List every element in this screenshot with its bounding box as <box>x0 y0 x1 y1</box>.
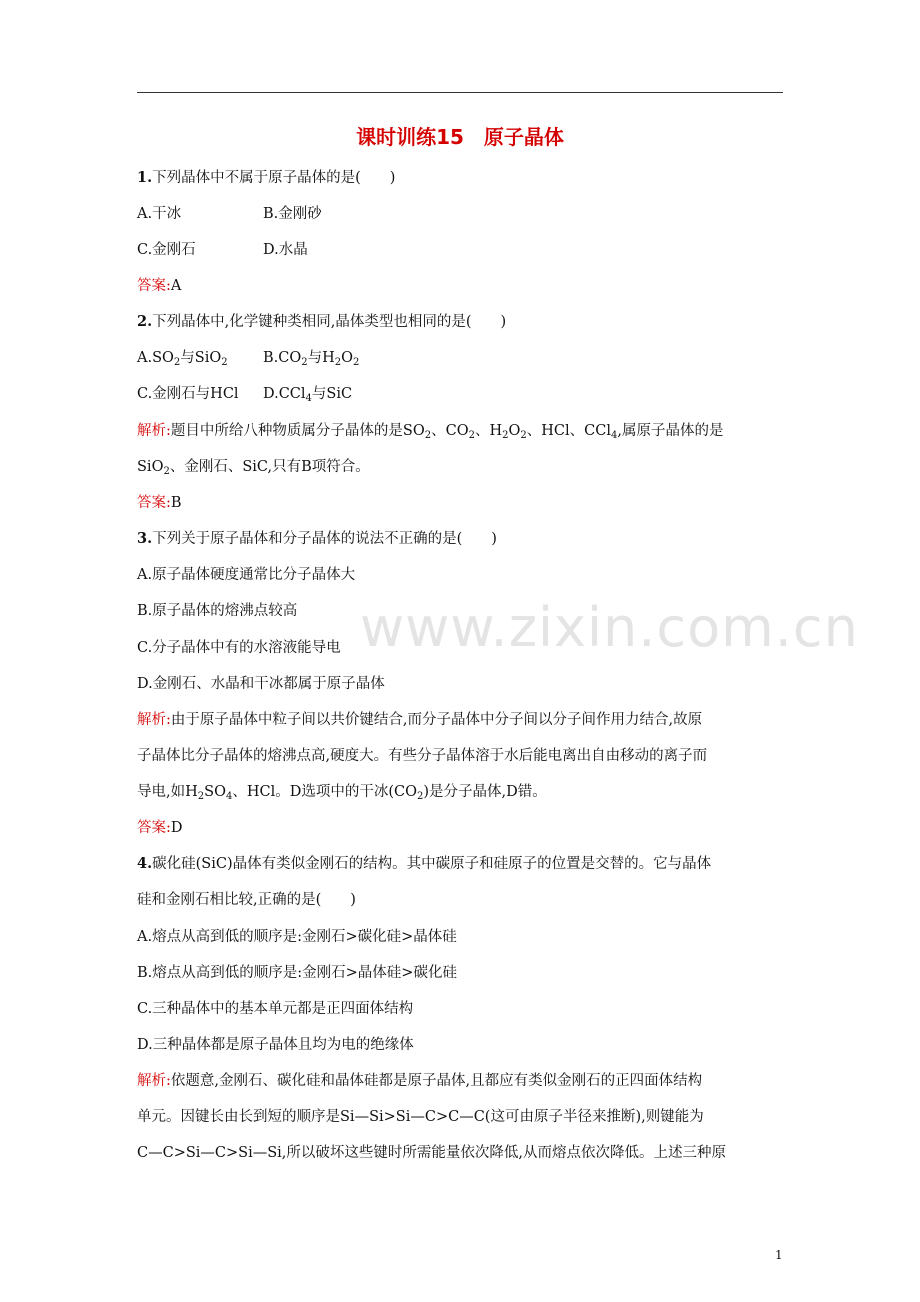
q2-option-a: $A.SO_2$与SiO$_2$ <box>137 350 228 368</box>
q3-stem: 下列关于原子晶体和分子晶体的说法不正确的是( ) <box>152 531 497 547</box>
q2-option-b: $B.CO_2$与$H_2O_2$ <box>263 350 360 368</box>
q1-options-row2 <box>137 240 783 260</box>
q3-analysis-line3: 导电,如$H_2SO_4$、HCl。D选项中的干冰$(CO_2)$是分子晶体,D错。 <box>137 784 547 802</box>
q2-answer: B <box>170 495 182 511</box>
q1-option-a: A.干冰 <box>137 206 182 222</box>
q2-analysis-line1: 解析:题目中所给八种物质属分子晶体的是$SO_2$、$CO_2$、$H_2O_2$、HCl、CCl$_4$,属原子晶体的是 <box>137 423 724 441</box>
header-rule <box>137 92 783 93</box>
q3-analysis-line2: 子晶体比分子晶体的熔沸点高,硬度大。有些分子晶体溶于水后能电离出自由移动的离子而 <box>137 748 708 764</box>
q3-option-b: B.原子晶体的熔沸点较高 <box>137 603 298 619</box>
q2-options-row2 <box>137 384 783 404</box>
q1-number: 1. <box>137 169 153 186</box>
q3-answer: D <box>170 820 183 836</box>
q2-analysis-line2: SiO$_2$、金刚石、SiC,只有B项符合。 <box>137 459 370 477</box>
q3-answer-label: 答案: <box>137 820 171 836</box>
watermark: www.zixin.com.cn <box>360 596 859 659</box>
q1-stem-line <box>137 168 395 188</box>
q4-analysis-line2: 单元。因键长由长到短的顺序是Si—Si>Si—C>C—C(这可由原子半径来推断),则键能为 <box>137 1109 704 1125</box>
page-title: 课时训练15 原子晶体 <box>356 125 564 149</box>
q4-option-c: C.三种晶体中的基本单元都是正四面体结构 <box>137 1001 414 1017</box>
q4-analysis-label: 解析: <box>137 1073 171 1089</box>
page-number: 1 <box>775 1248 783 1262</box>
q3-analysis-line1: 解析:由于原子晶体中粒子间以共价键结合,而分子晶体中分子间以分子间作用力结合,故原 <box>137 712 703 728</box>
q2-stem-line <box>137 312 506 332</box>
q1-answer: A <box>170 278 182 294</box>
q2-number: 2. <box>137 313 153 330</box>
q1-option-b: B.金刚砂 <box>263 206 322 222</box>
q2-option-c: C.金刚石与HCl <box>137 386 239 402</box>
q1-option-d: D.水晶 <box>263 242 308 258</box>
q2-options-row1 <box>137 348 783 368</box>
q2-answer-line <box>137 493 182 513</box>
q3-option-d: D.金刚石、水晶和干冰都属于原子晶体 <box>137 676 385 692</box>
q3-option-a: A.原子晶体硬度通常比分子晶体大 <box>137 567 356 583</box>
q2-option-d: D.CCl$_4$与SiC <box>263 386 353 404</box>
q4-option-d: D.三种晶体都是原子晶体且均为电的绝缘体 <box>137 1037 414 1053</box>
q3-answer-line <box>137 818 183 838</box>
q4-option-a: A.熔点从高到低的顺序是:金刚石>碳化硅>晶体硅 <box>137 929 457 945</box>
q1-option-c: C.金刚石 <box>137 242 196 258</box>
q4-number: 4. <box>137 855 153 872</box>
q2-analysis-label: 解析: <box>137 423 171 439</box>
q1-stem: 下列晶体中不属于原子晶体的是( ) <box>152 170 396 186</box>
q3-option-c: C.分子晶体中有的水溶液能导电 <box>137 640 341 656</box>
q3-number: 3. <box>137 530 153 547</box>
q1-options-row1 <box>137 204 783 224</box>
q4-option-b: B.熔点从高到低的顺序是:金刚石>晶体硅>碳化硅 <box>137 965 457 981</box>
q2-answer-label: 答案: <box>137 495 171 511</box>
q1-answer-label: 答案: <box>137 278 171 294</box>
q1-answer-line <box>137 276 181 296</box>
q3-analysis-label: 解析: <box>137 712 171 728</box>
q4-stem-line1 <box>137 854 711 874</box>
q4-analysis-line3: C—C>Si—C>Si—Si,所以破坏这些键时所需能量依次降低,从而熔点依次降低。上述三种原 <box>137 1145 727 1161</box>
q4-stem-line2: 硅和金刚石相比较,正确的是( ) <box>137 892 356 908</box>
q3-stem-line <box>137 529 497 549</box>
q2-stem: 下列晶体中,化学键种类相同,晶体类型也相同的是( ) <box>152 314 507 330</box>
q4-stem: 碳化硅(SiC)晶体有类似金刚石的结构。其中碳原子和硅原子的位置是交替的。它与晶体 <box>152 856 712 872</box>
q4-analysis-line1: 解析:依题意,金刚石、碳化硅和晶体硅都是原子晶体,且都应有类似金刚石的正四面体结构 <box>137 1073 703 1089</box>
